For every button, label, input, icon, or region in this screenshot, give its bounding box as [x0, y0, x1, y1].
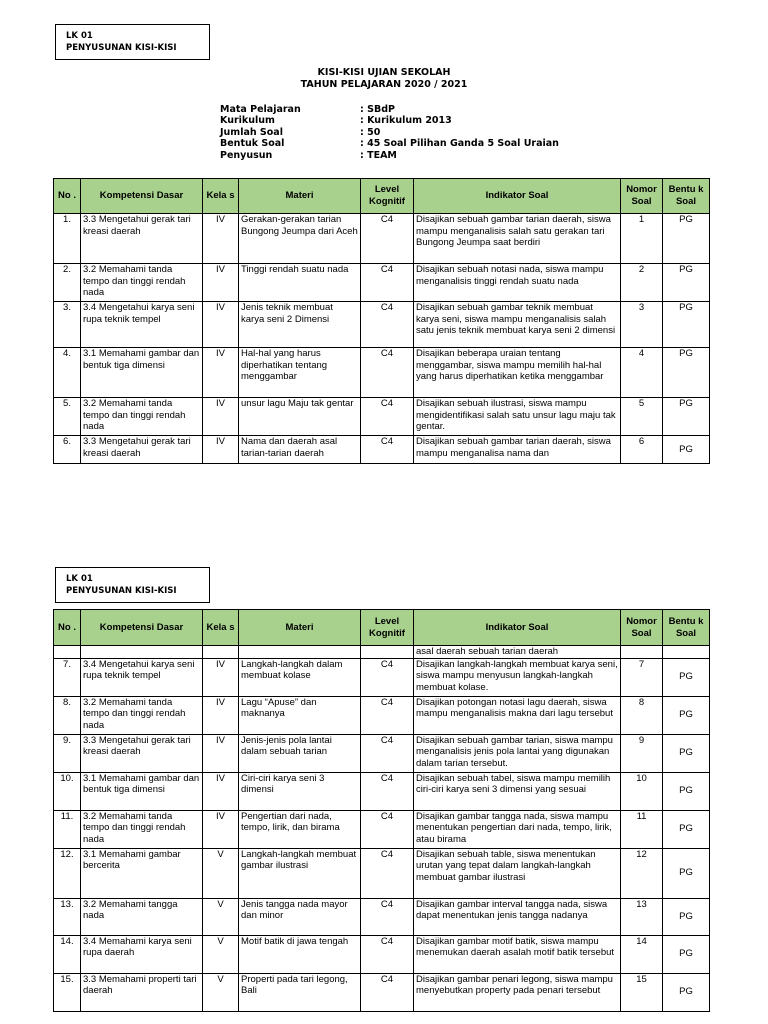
- bentuk-soal-cell: PG: [663, 810, 710, 848]
- meta-key: Kurikulum: [220, 115, 275, 127]
- kisi-kisi-table: [53, 178, 710, 464]
- header-level-kognitif: Level Kognitif: [361, 610, 414, 646]
- document-heading: [0, 67, 768, 91]
- table-row: [54, 734, 710, 772]
- table-row: [54, 398, 710, 436]
- materi-cell: unsur lagu Maju tak gentar: [239, 398, 361, 436]
- indikator-soal-cell: Disajikan gambar penari legong, siswa mampu menyebutkan property pada penari tersebut: [414, 973, 621, 1011]
- kompetensi-dasar-cell: 3.4 Mengetahui karya seni rupa teknik tempel: [81, 302, 203, 348]
- materi-cell: Tinggi rendah suatu nada: [239, 264, 361, 302]
- table-cell: [81, 646, 203, 659]
- nomor-soal-cell: 2: [621, 264, 663, 302]
- nomor-soal-cell: 1: [621, 214, 663, 264]
- meta-value: : TEAM: [360, 149, 397, 161]
- bentuk-soal-cell: PG: [663, 848, 710, 898]
- kelas-cell: V: [203, 848, 239, 898]
- kelas-cell: IV: [203, 302, 239, 348]
- level-kognitif-cell: C4: [361, 898, 414, 935]
- lk-box: [55, 24, 210, 60]
- level-kognitif-cell: C4: [361, 810, 414, 848]
- meta-key: Jumlah Soal: [220, 126, 283, 138]
- kelas-cell: IV: [203, 734, 239, 772]
- materi-cell: Jenis teknik membuat karya seni 2 Dimensi: [239, 302, 361, 348]
- table-cell: [663, 646, 710, 659]
- nomor-soal-cell: 13: [621, 898, 663, 935]
- materi-cell: Ciri-ciri karya seni 3 dimensi: [239, 772, 361, 810]
- materi-cell: Properti pada tari legong, Bali: [239, 973, 361, 1011]
- header-no: No .: [54, 179, 81, 214]
- kelas-cell: IV: [203, 772, 239, 810]
- table-row: [54, 302, 710, 348]
- indikator-soal-cell: Disajikan gambar tangga nada, siswa mampu menentukan pengertian dari nada, tempo, lirik, atau birama: [414, 810, 621, 848]
- level-kognitif-cell: C4: [361, 436, 414, 464]
- bentuk-soal-cell: PG: [663, 436, 710, 464]
- table-row: [54, 898, 710, 935]
- row-number-cell: 14.: [54, 935, 81, 973]
- kompetensi-dasar-cell: 3.4 Memahami karya seni rupa daerah: [81, 935, 203, 973]
- kompetensi-dasar-cell: 3.3 Mengetahui gerak tari kreasi daerah: [81, 214, 203, 264]
- meta-value: : 45 Soal Pilihan Ganda 5 Soal Uraian: [360, 138, 559, 150]
- indikator-soal-cell: Disajikan potongan notasi lagu daerah, siswa mampu menganalisis makna dari lagu tersebut: [414, 696, 621, 734]
- level-kognitif-cell: C4: [361, 658, 414, 696]
- lk-title: PENYUSUNAN KISI-KISI: [66, 586, 177, 596]
- nomor-soal-cell: 12: [621, 848, 663, 898]
- nomor-soal-cell: 14: [621, 935, 663, 973]
- header-bentuk-soal: Bentu k Soal: [663, 179, 710, 214]
- level-kognitif-cell: C4: [361, 348, 414, 398]
- table-row: [54, 658, 710, 696]
- indikator-soal-cell: Disajikan langkah-langkah membuat karya seni, siswa mampu menyusun langkah-langkah membuat kolase.: [414, 658, 621, 696]
- lk-code: LK 01: [66, 31, 93, 41]
- materi-cell: Langkah-langkah membuat gambar ilustrasi: [239, 848, 361, 898]
- kompetensi-dasar-cell: 3.1 Memahami gambar dan bentuk tiga dimensi: [81, 348, 203, 398]
- level-kognitif-cell: C4: [361, 772, 414, 810]
- indikator-soal-cell: Disajikan sebuah ilustrasi, siswa mampu mengidentifikasi salah satu unsur lagu maju tak gentar.: [414, 398, 621, 436]
- level-kognitif-cell: C4: [361, 734, 414, 772]
- materi-cell: Jenis-jenis pola lantai dalam sebuah tarian: [239, 734, 361, 772]
- header-materi: Materi: [239, 610, 361, 646]
- table-row: [54, 348, 710, 398]
- nomor-soal-cell: 3: [621, 302, 663, 348]
- table-body: [54, 214, 710, 464]
- meta-value: : SBdP: [360, 104, 395, 115]
- bentuk-soal-cell: PG: [663, 898, 710, 935]
- materi-cell: Gerakan-gerakan tarian Bungong Jeumpa dari Aceh: [239, 214, 361, 264]
- indikator-soal-cell: Disajikan gambar interval tangga nada, siswa dapat menentukan jenis tangga nadanya: [414, 898, 621, 935]
- nomor-soal-cell: 11: [621, 810, 663, 848]
- header-materi: Materi: [239, 179, 361, 214]
- level-kognitif-cell: C4: [361, 264, 414, 302]
- meta-value: : 50: [360, 126, 381, 138]
- kelas-cell: IV: [203, 436, 239, 464]
- nomor-soal-cell: 5: [621, 398, 663, 436]
- materi-cell: Nama dan daerah asal tarian-tarian daerah: [239, 436, 361, 464]
- header-nomor-soal: Nomor Soal: [621, 610, 663, 646]
- bentuk-soal-cell: PG: [663, 302, 710, 348]
- row-number-cell: 15.: [54, 973, 81, 1011]
- kompetensi-dasar-cell: 3.1 Memahami gambar bercerita: [81, 848, 203, 898]
- table-body: [54, 646, 710, 1012]
- materi-cell: Jenis tangga nada mayor dan minor: [239, 898, 361, 935]
- table-cell: [621, 646, 663, 659]
- header-kelas: Kela s: [203, 179, 239, 214]
- kompetensi-dasar-cell: 3.3 Mengetahui gerak tari kreasi daerah: [81, 734, 203, 772]
- level-kognitif-cell: C4: [361, 935, 414, 973]
- row-number-cell: 10.: [54, 772, 81, 810]
- kompetensi-dasar-cell: 3.4 Mengetahui karya seni rupa teknik tempel: [81, 658, 203, 696]
- header-level-kognitif: Level Kognitif: [361, 179, 414, 214]
- table-row: [54, 436, 710, 464]
- document-subtitle: TAHUN PELAJARAN 2020 / 2021: [300, 79, 468, 90]
- row-number-cell: 2.: [54, 264, 81, 302]
- row-number-cell: 6.: [54, 436, 81, 464]
- bentuk-soal-cell: PG: [663, 935, 710, 973]
- bentuk-soal-cell: PG: [663, 398, 710, 436]
- kelas-cell: IV: [203, 398, 239, 436]
- nomor-soal-cell: 7: [621, 658, 663, 696]
- level-kognitif-cell: C4: [361, 696, 414, 734]
- materi-cell: Langkah-langkah dalam membuat kolase: [239, 658, 361, 696]
- bentuk-soal-cell: PG: [663, 348, 710, 398]
- continuation-row: [54, 646, 710, 659]
- row-number-cell: 8.: [54, 696, 81, 734]
- bentuk-soal-cell: PG: [663, 973, 710, 1011]
- kelas-cell: IV: [203, 696, 239, 734]
- level-kognitif-cell: C4: [361, 398, 414, 436]
- nomor-soal-cell: 15: [621, 973, 663, 1011]
- kelas-cell: IV: [203, 810, 239, 848]
- row-number-cell: 1.: [54, 214, 81, 264]
- bentuk-soal-cell: PG: [663, 264, 710, 302]
- materi-cell: Hal-hal yang harus diperhatikan tentang menggambar: [239, 348, 361, 398]
- table-header-row: [54, 179, 710, 214]
- header-kelas: Kela s: [203, 610, 239, 646]
- row-number-cell: 4.: [54, 348, 81, 398]
- table-row: [54, 264, 710, 302]
- kompetensi-dasar-cell: 3.1 Memahami gambar dan bentuk tiga dimensi: [81, 772, 203, 810]
- kompetensi-dasar-cell: 3.2 Memahami tanda tempo dan tinggi rendah nada: [81, 398, 203, 436]
- kelas-cell: V: [203, 973, 239, 1011]
- kelas-cell: V: [203, 898, 239, 935]
- bentuk-soal-cell: PG: [663, 658, 710, 696]
- meta-value: : Kurikulum 2013: [360, 115, 452, 127]
- row-number-cell: 9.: [54, 734, 81, 772]
- continuation-text: asal daerah sebuah tarian daerah: [414, 646, 621, 659]
- kelas-cell: IV: [203, 214, 239, 264]
- indikator-soal-cell: Disajikan sebuah notasi nada, siswa mampu menganalisis tinggi rendah suatu nada: [414, 264, 621, 302]
- row-number-cell: 12.: [54, 848, 81, 898]
- bentuk-soal-cell: PG: [663, 772, 710, 810]
- nomor-soal-cell: 4: [621, 348, 663, 398]
- kelas-cell: V: [203, 935, 239, 973]
- table-row: [54, 973, 710, 1011]
- table-cell: [54, 646, 81, 659]
- kompetensi-dasar-cell: 3.2 Memahami tanda tempo dan tinggi rendah nada: [81, 810, 203, 848]
- document-title: KISI-KISI UJIAN SEKOLAH: [317, 67, 451, 78]
- kelas-cell: IV: [203, 348, 239, 398]
- level-kognitif-cell: C4: [361, 973, 414, 1011]
- level-kognitif-cell: C4: [361, 302, 414, 348]
- indikator-soal-cell: Disajikan beberapa uraian tentang menggambar, siswa mampu memilih hal-hal yang harus diperhatikan ketika menggambar: [414, 348, 621, 398]
- row-number-cell: 7.: [54, 658, 81, 696]
- level-kognitif-cell: C4: [361, 214, 414, 264]
- kisi-kisi-table-continued: [53, 609, 710, 1012]
- kompetensi-dasar-cell: 3.2 Memahami tanda tempo dan tinggi rendah nada: [81, 696, 203, 734]
- table-header-row: [54, 610, 710, 646]
- lk-code: LK 01: [66, 574, 93, 584]
- meta-key: Bentuk Soal: [220, 138, 285, 150]
- header-indikator-soal: Indikator Soal: [414, 179, 621, 214]
- bentuk-soal-cell: PG: [663, 734, 710, 772]
- kompetensi-dasar-cell: 3.3 Mengetahui gerak tari kreasi daerah: [81, 436, 203, 464]
- level-kognitif-cell: C4: [361, 848, 414, 898]
- nomor-soal-cell: 6: [621, 436, 663, 464]
- kompetensi-dasar-cell: 3.2 Memahami tanda tempo dan tinggi rendah nada: [81, 264, 203, 302]
- kompetensi-dasar-cell: 3.2 Memahami tangga nada: [81, 898, 203, 935]
- meta-key: Penyusun: [220, 149, 273, 161]
- row-number-cell: 13.: [54, 898, 81, 935]
- indikator-soal-cell: Disajikan sebuah gambar teknik membuat karya seni, siswa mampu menganalisis salah satu jenis teknik membuat karya seni 2 dimensi: [414, 302, 621, 348]
- table-row: [54, 214, 710, 264]
- header-bentuk-soal: Bentu k Soal: [663, 610, 710, 646]
- materi-cell: Lagu “Apuse” dan maknanya: [239, 696, 361, 734]
- materi-cell: Motif batik di jawa tengah: [239, 935, 361, 973]
- indikator-soal-cell: Disajikan sebuah gambar tarian daerah, siswa mampu menganalisa nama dan: [414, 436, 621, 464]
- indikator-soal-cell: Disajikan sebuah gambar tarian daerah, siswa mampu menganalisis salah satu gerakan tari Bungong Jeumpa saat berdiri: [414, 214, 621, 264]
- row-number-cell: 11.: [54, 810, 81, 848]
- kelas-cell: IV: [203, 264, 239, 302]
- indikator-soal-cell: Disajikan sebuah table, siswa menentukan urutan yang tepat dalam langkah-langkah membuat gambar ilustrasi: [414, 848, 621, 898]
- table-cell: [239, 646, 361, 659]
- header-kompetensi-dasar: Kompetensi Dasar: [81, 610, 203, 646]
- lk-title: PENYUSUNAN KISI-KISI: [66, 43, 177, 53]
- meta-key: Mata Pelajaran: [220, 104, 301, 115]
- bentuk-soal-cell: PG: [663, 214, 710, 264]
- table-row: [54, 696, 710, 734]
- bentuk-soal-cell: PG: [663, 696, 710, 734]
- lk-box-continued: [55, 567, 210, 603]
- header-no: No .: [54, 610, 81, 646]
- kelas-cell: IV: [203, 658, 239, 696]
- table-cell: [203, 646, 239, 659]
- nomor-soal-cell: 10: [621, 772, 663, 810]
- table-row: [54, 772, 710, 810]
- indikator-soal-cell: Disajikan sebuah tabel, siswa mampu memilih ciri-ciri karya seni 3 dimensi yang sesuai: [414, 772, 621, 810]
- indikator-soal-cell: Disajikan gambar motif batik, siswa mampu menemukan daerah asalah motif batik tersebut: [414, 935, 621, 973]
- table-row: [54, 935, 710, 973]
- table-row: [54, 810, 710, 848]
- row-number-cell: 5.: [54, 398, 81, 436]
- table-row: [54, 848, 710, 898]
- header-nomor-soal: Nomor Soal: [621, 179, 663, 214]
- indikator-soal-cell: Disajikan sebuah gambar tarian, siswa mampu menganalisis jenis pola lantai yang digunakan dalam tarian tersebut.: [414, 734, 621, 772]
- nomor-soal-cell: 8: [621, 696, 663, 734]
- table-cell: [361, 646, 414, 659]
- materi-cell: Pengertian dari nada, tempo, lirik, dan birama: [239, 810, 361, 848]
- row-number-cell: 3.: [54, 302, 81, 348]
- header-indikator-soal: Indikator Soal: [414, 610, 621, 646]
- kompetensi-dasar-cell: 3.3 Memahami properti tari daerah: [81, 973, 203, 1011]
- nomor-soal-cell: 9: [621, 734, 663, 772]
- header-kompetensi-dasar: Kompetensi Dasar: [81, 179, 203, 214]
